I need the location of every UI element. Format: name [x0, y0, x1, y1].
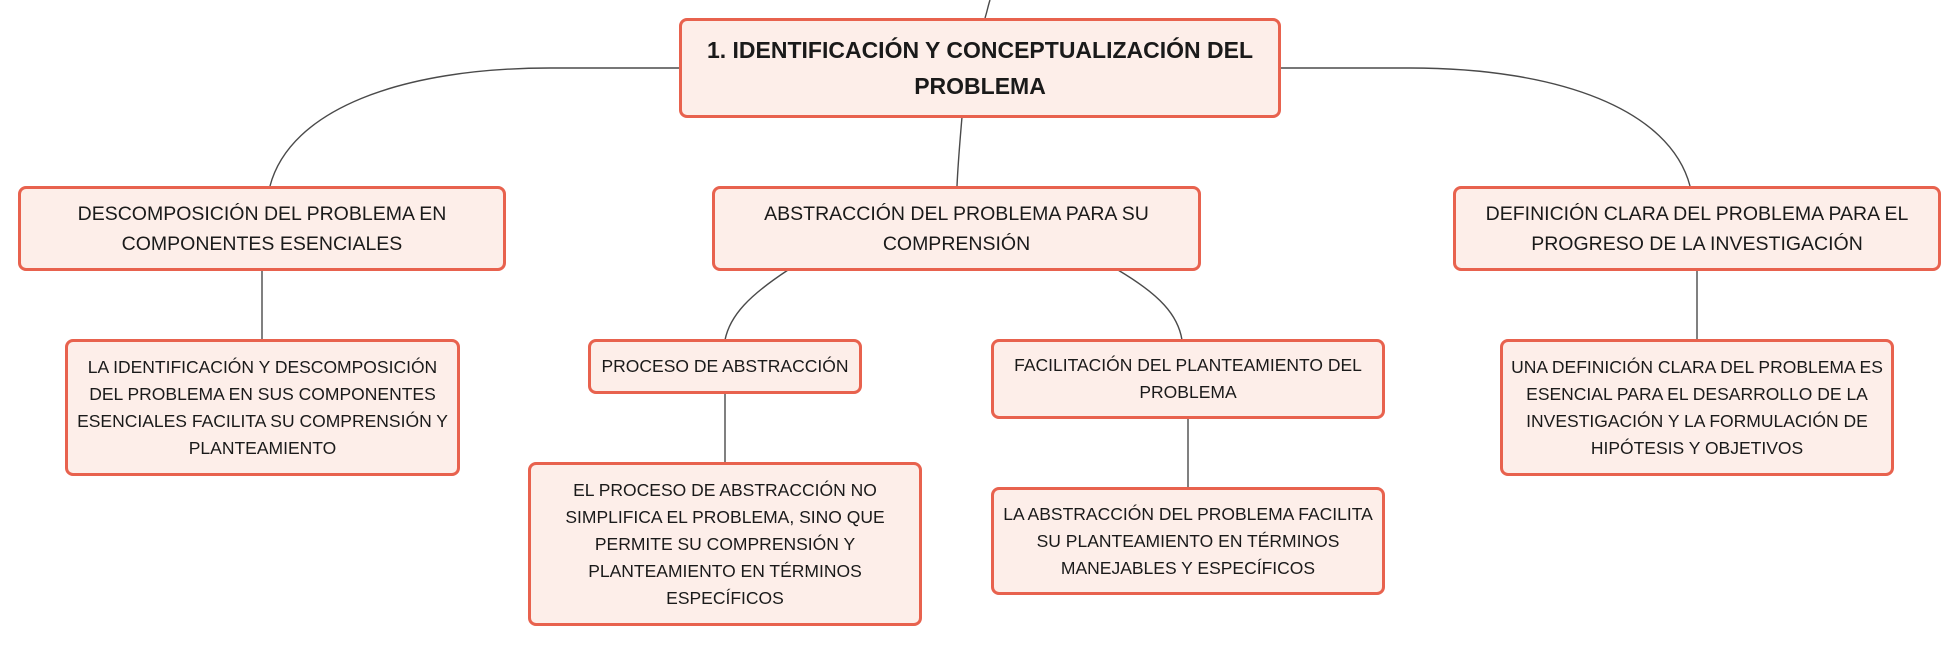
connector-root-to-branch-1 — [270, 68, 681, 186]
leaf-topic-label: LA IDENTIFICACIÓN Y DESCOMPOSICIÓN DEL PROBLEMA EN SUS COMPONENTES ESENCIALES FACILITA SU COMPRENSIÓN Y PLANTEAMIENTO — [77, 356, 448, 458]
branch-topic-label: DESCOMPOSICIÓN DEL PROBLEMA EN COMPONENTES ESENCIALES — [77, 202, 447, 255]
connector-parent-in — [985, 0, 990, 18]
leaf-topic-descomposicion[interactable] — [65, 339, 460, 476]
connector-branch-2-to-sub-2 — [1118, 270, 1182, 340]
root-topic-label: 1. IDENTIFICACIÓN Y CONCEPTUALIZACIÓN DEL PROBLEMA — [706, 37, 1254, 99]
branch-topic-descomposicion[interactable] — [18, 186, 506, 271]
branch-topic-label: ABSTRACCIÓN DEL PROBLEMA PARA SU COMPRENSIÓN — [764, 202, 1149, 255]
subtopic-label: FACILITACIÓN DEL PLANTEAMIENTO DEL PROBLEMA — [1014, 355, 1362, 402]
subtopic-label: PROCESO DE ABSTRACCIÓN — [601, 356, 849, 376]
leaf-topic-facilitacion[interactable] — [991, 487, 1385, 595]
leaf-topic-label: UNA DEFINICIÓN CLARA DEL PROBLEMA ES ESENCIAL PARA EL DESARROLLO DE LA INVESTIGACIÓN Y LA FORMULACIÓN DE HIPÓTESIS Y OBJETIVOS — [1511, 356, 1883, 458]
root-topic[interactable] — [679, 18, 1281, 118]
leaf-topic-proceso-abstraccion[interactable] — [528, 462, 922, 626]
subtopic-proceso-abstraccion[interactable] — [588, 339, 862, 394]
branch-topic-label: DEFINICIÓN CLARA DEL PROBLEMA PARA EL PROGRESO DE LA INVESTIGACIÓN — [1485, 202, 1909, 255]
branch-topic-abstraccion[interactable] — [712, 186, 1201, 271]
subtopic-facilitacion-planteamiento[interactable] — [991, 339, 1385, 419]
branch-topic-definicion[interactable] — [1453, 186, 1941, 271]
connector-branch-2-to-sub-1 — [725, 270, 788, 340]
leaf-topic-label: EL PROCESO DE ABSTRACCIÓN NO SIMPLIFICA EL PROBLEMA, SINO QUE PERMITE SU COMPRENSIÓN Y PLANTEAMIENTO EN TÉRMINOS ESPECÍFICOS — [565, 479, 885, 608]
leaf-topic-definicion[interactable] — [1500, 339, 1894, 476]
connector-root-to-branch-2 — [957, 117, 962, 186]
connector-root-to-branch-3 — [1280, 68, 1690, 186]
leaf-topic-label: LA ABSTRACCIÓN DEL PROBLEMA FACILITA SU PLANTEAMIENTO EN TÉRMINOS MANEJABLES Y ESPECÍFICOS — [1003, 503, 1373, 578]
